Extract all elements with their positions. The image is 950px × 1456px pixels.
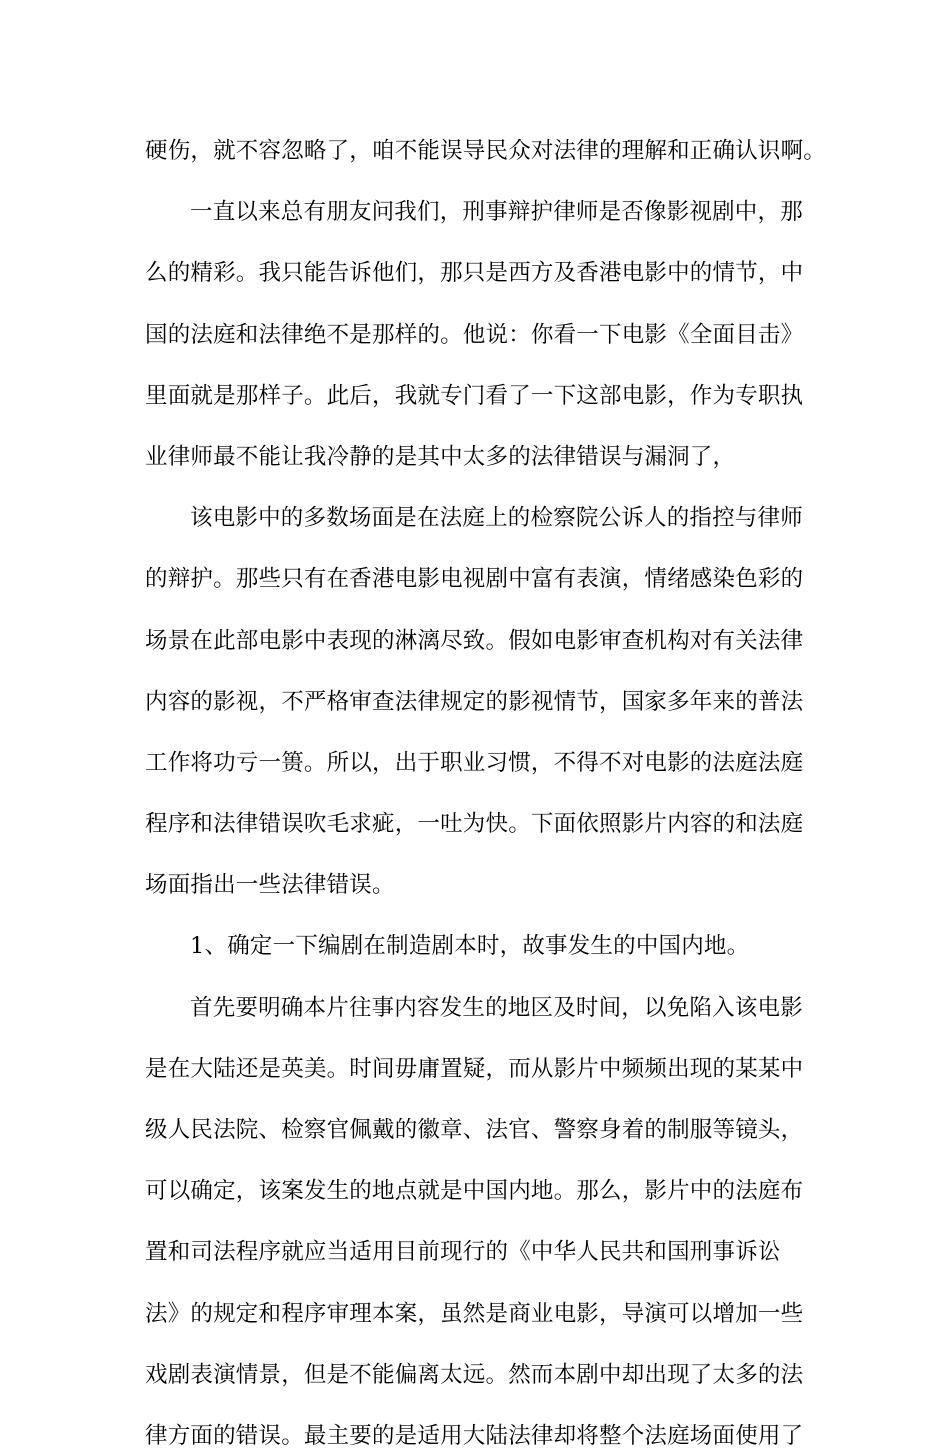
text-line: 场面指出一些法律错误。 xyxy=(145,872,395,899)
text-line: 里面就是那样子。此后，我就专门看了一下这部电影，作为专职执 xyxy=(145,382,804,409)
paragraph xyxy=(145,499,810,906)
text-line: 硬伤，就不容忽略了，咱不能误导民众对法律的理解和正确认识啊。 xyxy=(145,138,827,164)
text-line: 一直以来总有朋友问我们，刑事辩护律师是否像影视剧中，那 xyxy=(190,199,803,226)
text-line: 法》的规定和程序审理本案，虽然是商业电影，导演可以增加一些 xyxy=(145,1300,804,1327)
text-line: 工作将功亏一篑。所以，出于职业习惯，不得不对电影的法庭法庭 xyxy=(145,749,804,776)
text-line: 业律师最不能让我冷静的是其中太多的法律错误与漏洞了， xyxy=(145,443,736,470)
text-line: 首先要明确本片往事内容发生的地区及时间，以免陷入该电影 xyxy=(190,994,803,1021)
text-line: 级人民法院、检察官佩戴的徽章、法官、警察身着的制服等镜头， xyxy=(145,1117,804,1143)
paragraph xyxy=(145,927,810,967)
paragraph xyxy=(145,132,827,172)
text-line: 律方面的错误。最主要的是适用大陆法律却将整个法庭场面使用了 xyxy=(145,1422,804,1449)
text-line: 置和司法程序就应当适用目前现行的《中华人民共和国刑事诉讼 xyxy=(145,1239,781,1266)
text-line: 程序和法律错误吹毛求疵，一吐为快。下面依照影片内容的和法庭 xyxy=(145,811,804,838)
text-line: 1、确定一下编剧在制造剧本时，故事发生的中国内地。 xyxy=(190,933,750,960)
text-line: 的辩护。那些只有在香港电影电视剧中富有表演，情绪感染色彩的 xyxy=(145,566,804,593)
text-line: 戏剧表演情景，但是不能偏离太远。然而本剧中却出现了太多的法 xyxy=(145,1361,804,1388)
text-line: 可以确定，该案发生的地点就是中国内地。那么，影片中的法庭布 xyxy=(145,1178,804,1205)
paragraph xyxy=(145,989,810,1456)
text-line: 场景在此部电影中表现的淋漓尽致。假如电影审查机构对有关法律 xyxy=(145,627,804,654)
text-line: 是在大陆还是英美。时间毋庸置疑，而从影片中频频出现的某某中 xyxy=(145,1055,804,1082)
document-page xyxy=(145,132,827,1456)
text-line: 该电影中的多数场面是在法庭上的检察院公诉人的指控与律师 xyxy=(190,505,803,532)
paragraph xyxy=(145,193,810,477)
text-line: 国的法庭和法律绝不是那样的。他说：你看一下电影《全面目击》 xyxy=(145,321,804,348)
text-line: 么的精彩。我只能告诉他们，那只是西方及香港电影中的情节，中 xyxy=(145,260,804,287)
text-line: 内容的影视，不严格审查法律规定的影视情节，国家多年来的普法 xyxy=(145,688,804,715)
